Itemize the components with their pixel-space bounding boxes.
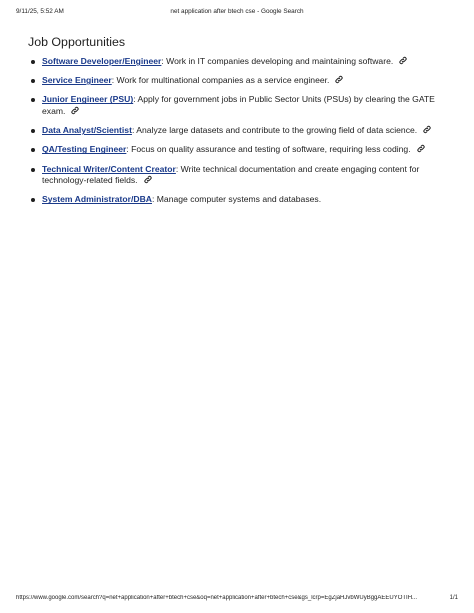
job-title-link[interactable]: Service Engineer — [42, 75, 112, 86]
link-icon[interactable] — [416, 144, 426, 153]
link-icon[interactable] — [70, 106, 80, 115]
job-description: : Manage computer systems and databases. — [152, 194, 322, 205]
bullet-icon — [31, 198, 35, 202]
job-description: : Analyze large datasets and contribute to the growing field of data science. — [131, 125, 418, 136]
link-icon[interactable] — [422, 125, 432, 134]
bullet-icon — [31, 168, 35, 172]
bullet-icon — [31, 129, 35, 133]
bullet-icon — [31, 98, 35, 102]
section-heading: Job Opportunities — [28, 35, 126, 49]
job-description: : Focus on quality assurance and testing of software, requiring less coding. — [126, 144, 411, 155]
job-title-link[interactable]: QA/Testing Engineer — [42, 144, 127, 155]
job-description: : Write technical documentation and create engaging content for technology-related fields. — [42, 163, 420, 186]
print-datetime: 9/11/25, 5:52 AM — [16, 8, 64, 15]
bullet-icon — [31, 148, 35, 152]
print-page-title: net application after btech cse - Google Search — [170, 8, 304, 15]
job-description: : Work in IT companies developing and maintaining software. — [161, 56, 394, 66]
list-item — [28, 94, 448, 117]
job-title-link[interactable]: Technical Writer/Content Creator — [42, 163, 176, 174]
list-item — [28, 164, 448, 187]
list-item — [28, 56, 448, 68]
job-opportunities-section — [28, 34, 448, 214]
job-description: : Work for multinational companies as a service engineer. — [111, 75, 330, 86]
bullet-icon — [31, 60, 35, 64]
bullet-icon — [31, 79, 35, 83]
job-title-link[interactable]: Junior Engineer (PSU) — [42, 94, 134, 105]
job-title-link[interactable]: Software Developer/Engineer — [42, 56, 162, 66]
list-item — [28, 194, 448, 206]
link-icon[interactable] — [334, 75, 344, 84]
print-footer — [16, 595, 458, 605]
print-url: https://www.google.com/search?q=net+application+after+btech+cse&oq=net+application+after+btech+cse&gs_lcrp=EgZjaHJvbWUyBggAEEUYOTIH... — [16, 595, 418, 601]
list-item — [28, 125, 448, 137]
job-title-link[interactable]: Data Analyst/Scientist — [42, 125, 132, 136]
link-icon[interactable] — [143, 175, 153, 184]
list-item — [28, 144, 448, 156]
job-list — [28, 56, 448, 206]
print-page-number: 1/1 — [449, 595, 458, 601]
link-icon[interactable] — [398, 56, 408, 65]
print-header — [16, 8, 458, 18]
list-item — [28, 75, 448, 87]
job-title-link[interactable]: System Administrator/DBA — [42, 194, 152, 205]
job-description: : Apply for government jobs in Public Sector Units (PSUs) by clearing the GATE exam. — [42, 94, 435, 116]
